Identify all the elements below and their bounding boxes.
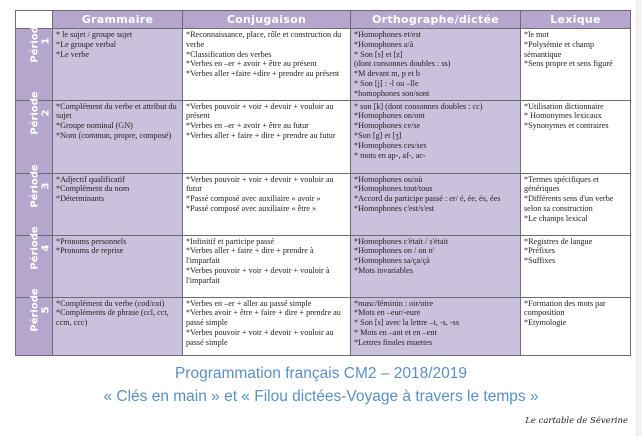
list-item: *Verbes pouvoir + voir + devoir + vouloir au passé simple [186,327,334,347]
list-item: *Termes spécifiques et génériques [524,174,599,194]
cell-orthographe [351,297,521,355]
cell-orthographe [351,29,521,101]
period-word: Période [29,90,41,135]
cell-orthographe [351,100,521,173]
header-row [16,11,631,29]
list-item: *Homophones ce/se [354,121,421,131]
period-number: 3 [40,182,52,190]
period-label [30,226,52,269]
table-row [16,297,631,355]
list-item: *Verbes pouvoir + voir + devoir + vouloir au futur [186,174,334,194]
cell-grammaire [53,173,183,235]
list-item: *Homophones c'était / s'était [354,236,449,246]
cell-grammaire [53,235,183,297]
list-item: *Complément du verbe et attribut du sujet [56,101,177,121]
list-item: *Homophones ou/où [354,174,423,184]
programme-table [15,10,631,356]
cell-lexique [521,100,631,173]
period-label [30,288,52,331]
list-item: * le sujet / groupe sujet [56,30,133,39]
signature: Le cartable de Séverine [525,416,628,426]
cell-conjugaison [183,100,351,173]
list-item: *Homophones a/à [354,39,414,49]
list-item: *Homophones sa/ça/çà [354,256,430,266]
list-item: *homophones son/sont [354,88,430,98]
document-title: Programmation français CM2 – 2018/2019 [174,365,468,382]
list-item: *Mots en –eur/-eure [354,308,421,318]
list-item: *Formation des mots par composition [524,298,606,318]
period-label [30,91,52,134]
period-word: Période [29,287,41,332]
list-item: *Mots invariables [354,265,413,275]
period-number: 4 [40,244,52,252]
list-item: *Registres de langue [524,236,593,246]
list-item: *Verbes en –er + avoir + être au futur [186,121,309,131]
cell-orthographe [351,235,521,297]
cell-orthographe [351,173,521,235]
table-row [16,173,631,235]
list-item: *Sens propre et sens figuré [524,59,613,69]
list-item: * son [k] (dont consonnes doubles : cc) [354,101,483,111]
list-item: *Accord du participe passé : er/ é, ée, és, ées [354,194,501,204]
list-item: *Déterminants [56,194,105,204]
list-item: *Utilisation dictionnaire [524,101,604,111]
list-item: * Son [s] et [z] [354,49,403,59]
list-item: *Classification des verbes [186,49,272,59]
list-item: * Son [j] : -l ou –lle [354,78,419,88]
header-lexique: Lexique [521,11,631,29]
list-item: *Lettres finales muettes [354,337,433,347]
list-item: *Pronoms de reprise [56,246,124,256]
list-item: *Homophones ces/ses [354,140,427,150]
cell-grammaire [53,29,183,101]
period-word: Période [29,225,41,270]
list-item: *Homophones tout/tous [354,184,433,194]
list-item: *Le groupe verbal [56,39,117,49]
period-number: 5 [40,306,52,314]
cell-conjugaison [183,235,351,297]
list-item: *Reconnaissance, place, rôle et construction du verbe [186,30,342,49]
list-item: *Groupe nominal (GN) [56,121,133,131]
list-item: *Compléments de phrase (ccl, cct, ccm, ccc) [56,308,169,328]
period-word: Période [29,163,41,208]
header-grammaire: Grammaire [53,11,183,29]
list-item: *Complément du nom [56,184,130,194]
list-item: * Son [s] avec la lettre –t, -s, -ss [354,318,460,328]
cell-lexique [521,235,631,297]
cell-conjugaison [183,29,351,101]
list-item: *Différents sens d'un verbe selon sa construction [524,194,614,213]
list-item: *Verbes en –er + aller au passé simple [186,298,312,308]
cell-lexique [521,173,631,235]
table-row [16,235,631,297]
period-word: Période [29,19,41,63]
document-subtitle: « Clés en main » et « Filou dictées-Voyage à travers le temps » [103,388,539,405]
list-item: *Nom (commun, propre, composé) [56,130,172,140]
list-item: *Le verbe [56,49,89,59]
table-row [16,29,631,101]
cell-conjugaison [183,297,351,355]
list-item: *Polysémie et champ sémantique [524,39,595,59]
list-item: *Verbes pouvoir + voir + devoir + vouloir au présent [186,101,334,121]
period-number: 2 [40,109,52,117]
list-item: *Suffixes [524,256,556,266]
list-item: *Etymologie [524,318,567,328]
list-item: *Verbes aller + faire + dire + prendre au futur [186,130,336,140]
list-item: *masc/féminin : oir/oire [354,298,434,308]
list-item: *Verbes aller + faire + dire + prendre à l'imparfait [186,246,314,266]
list-item: *Verbes en –er + avoir + être au présent [186,59,317,69]
page-edge [636,0,642,436]
cell-grammaire [53,100,183,173]
list-item: *Verbes pouvoir + voir + devoir + vouloir à l'imparfait [186,265,330,285]
list-item: *Infinitif et participe passé [186,236,274,246]
period-label [30,164,52,207]
list-item: *Verbes aller +faire +dire + prendre au présent [186,69,340,79]
list-item: *Pronoms personnels [56,236,127,246]
list-item: *Le champs lexical [524,213,588,223]
list-item: (dont consonnes doubles : ss) [354,59,451,69]
list-item: * mots en ap-, af-, ac- [354,150,426,160]
list-item: *Préfixes [524,246,555,256]
period-cell [16,287,53,355]
table-row [16,100,631,173]
cell-conjugaison [183,173,351,235]
list-item: *Son [g] et [ʒ] [354,130,402,140]
cell-lexique [521,297,631,355]
header-conjugaison: Conjugaison [183,11,351,29]
list-item: *Homophones c'est/s'est [354,203,435,213]
list-item: *Adjectif qualificatif [56,174,125,184]
period-cell [16,90,53,173]
list-item: *Passé composé avec auxiliaire « être » [186,203,317,213]
list-item: *Synonymes et contraires [524,121,609,131]
list-item: *Complément du verbe (cod/coi) [56,298,165,308]
header-orthographe: Orthographe/dictée [351,11,521,29]
period-number: 1 [40,37,52,45]
period-cell [16,19,53,101]
period-label [30,19,52,62]
list-item: *Homophones on/ont [354,111,425,121]
list-item: *Homophones on / on n' [354,246,435,256]
list-item: *M devant m, p et b [354,69,420,79]
list-item: *le mot [524,30,549,39]
cell-lexique [521,29,631,101]
list-item: * Homonymes lexicaux [524,111,602,121]
list-item: *Verbes avoir + être + faire + dire + prendre au passé simple [186,308,341,328]
list-item: *Homophones et/est [354,30,422,39]
list-item: *Passé composé avec auxiliaire « avoir » [186,194,321,204]
list-item: * Mots en –ant et en –ent [354,327,437,337]
cell-grammaire [53,297,183,355]
